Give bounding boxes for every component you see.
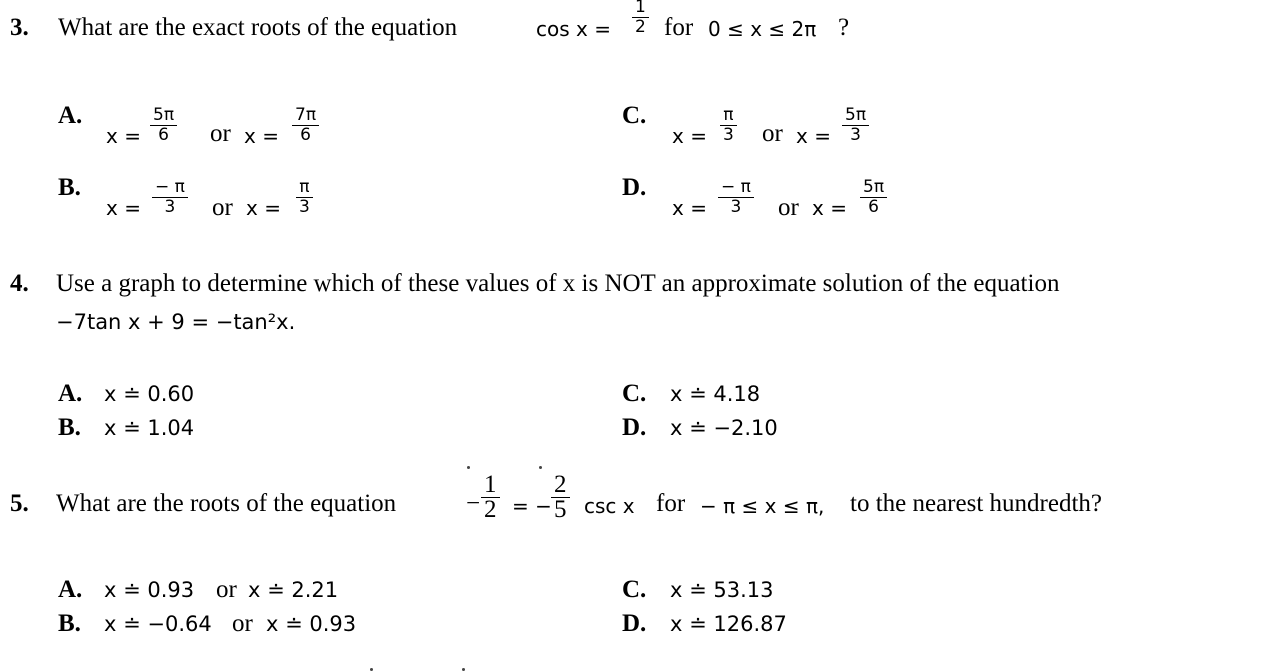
equals-minus: = − [512, 494, 552, 518]
choice-label: C. [622, 380, 647, 407]
denominator: 6 [868, 197, 879, 217]
fraction [720, 106, 737, 145]
choice-label: D. [622, 174, 647, 201]
denominator: 3 [164, 197, 176, 217]
fraction [551, 473, 570, 522]
question-mark: ? [838, 14, 850, 41]
numerator: − π [155, 177, 185, 197]
var-eq: x = [672, 124, 707, 148]
domain-range: − π ≤ x ≤ π, [700, 494, 825, 518]
numerator: 1 [635, 0, 646, 17]
choice-value-2: x ≐ 0.93 [266, 612, 357, 636]
fraction [718, 178, 754, 217]
var-eq: x = [246, 196, 281, 220]
fraction [860, 178, 887, 217]
choice-value: x ≐ 0.60 [104, 382, 195, 406]
question-number: 3. [10, 14, 29, 41]
choice-value: x ≐ 0.93 [104, 578, 195, 602]
numerator: − π [721, 177, 751, 197]
fraction [150, 106, 177, 145]
csc-term: csc x [584, 494, 635, 518]
var-eq: x = [672, 196, 707, 220]
choice-value: x ≐ 126.87 [670, 612, 787, 636]
var-eq: x = [812, 196, 847, 220]
or-word: or [762, 120, 783, 147]
numerator: 1 [484, 471, 497, 498]
choice-value: x ≐ 4.18 [670, 382, 761, 406]
choice-label: B. [58, 414, 81, 441]
choice-value: x ≐ 53.13 [670, 578, 774, 602]
var-eq: x = [106, 196, 141, 220]
numerator: 5π [153, 105, 175, 125]
choice-label: A. [58, 576, 83, 603]
connector-text: for [664, 14, 694, 41]
var-eq: x = [796, 124, 831, 148]
equation-lhs: cos x = [536, 17, 611, 41]
stray-mark [539, 466, 542, 469]
fraction [292, 106, 319, 145]
numerator: 2 [554, 471, 567, 498]
question-equation: −7tan x + 9 = −tan²x. [56, 310, 296, 334]
question-suffix: to the nearest hundredth? [850, 490, 1102, 517]
connector-text: for [656, 490, 686, 517]
fraction [152, 178, 188, 217]
fraction [632, 0, 649, 37]
choice-value: x ≐ −2.10 [670, 416, 778, 440]
var-eq: x = [106, 124, 141, 148]
choice-label: C. [622, 102, 647, 129]
choice-label: B. [58, 610, 81, 637]
stray-mark [370, 668, 373, 671]
denominator: 2 [484, 496, 497, 523]
choice-label: C. [622, 576, 647, 603]
choice-label: A. [58, 380, 83, 407]
choice-value: x ≐ 1.04 [104, 416, 195, 440]
choice-label: D. [622, 414, 647, 441]
fraction [296, 178, 313, 217]
question-prompt: What are the exact roots of the equation [58, 14, 458, 41]
choice-label: B. [58, 174, 81, 201]
question-prompt: What are the roots of the equation [56, 490, 397, 517]
question-number: 4. [10, 270, 29, 297]
or-word: or [212, 194, 233, 221]
numerator: π [723, 105, 734, 125]
or-word: or [232, 610, 253, 637]
denominator: 2 [635, 17, 646, 37]
numerator: 5π [845, 105, 867, 125]
denominator: 3 [730, 197, 742, 217]
denominator: 6 [300, 125, 311, 145]
var-eq: x = [244, 124, 279, 148]
domain-range: 0 ≤ x ≤ 2π [708, 17, 817, 41]
question-prompt: Use a graph to determine which of these values of x is NOT an approximate solution of the equation [56, 270, 1060, 297]
minus-sign: − [466, 490, 481, 517]
or-word: or [216, 576, 237, 603]
choice-value-2: x ≐ 2.21 [248, 578, 339, 602]
stray-mark [462, 668, 465, 671]
choice-value: x ≐ −0.64 [104, 612, 212, 636]
denominator: 3 [299, 197, 310, 217]
denominator: 3 [723, 125, 734, 145]
choice-label: A. [58, 102, 83, 129]
denominator: 3 [850, 125, 861, 145]
or-word: or [210, 120, 231, 147]
or-word: or [778, 194, 799, 221]
denominator: 5 [554, 496, 567, 523]
fraction [842, 106, 869, 145]
fraction [481, 473, 500, 522]
numerator: 7π [295, 105, 317, 125]
numerator: 5π [863, 177, 885, 197]
denominator: 6 [158, 125, 169, 145]
stray-mark [467, 466, 470, 469]
choice-label: D. [622, 610, 647, 637]
question-number: 5. [10, 490, 29, 517]
numerator: π [299, 177, 310, 197]
